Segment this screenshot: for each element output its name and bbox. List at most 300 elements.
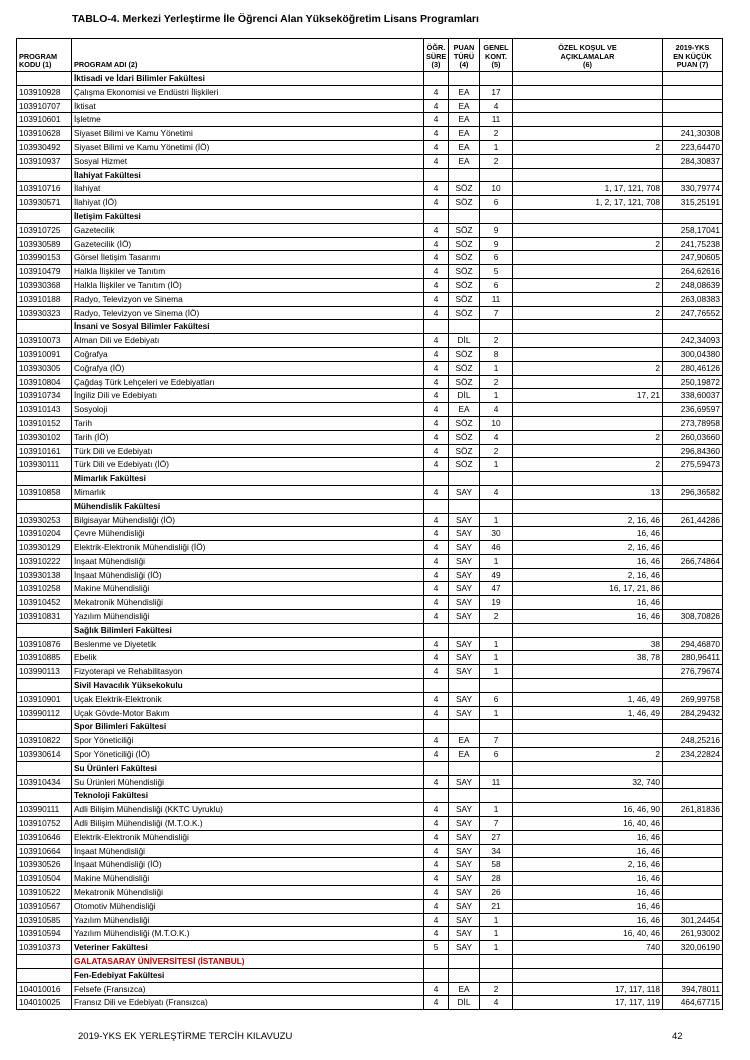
duration-cell: 4	[424, 375, 449, 389]
program-name-cell: Siyaset Bilimi ve Kamu Yönetimi (İÖ)	[72, 140, 424, 154]
table-row	[17, 803, 723, 817]
faculty-row	[17, 789, 723, 803]
conditions-cell: 2	[513, 748, 663, 762]
duration-cell: 4	[424, 154, 449, 168]
table-row	[17, 265, 723, 279]
score-type-cell: EA	[449, 140, 480, 154]
quota-cell: 6	[480, 692, 513, 706]
duration-cell: 4	[424, 513, 449, 527]
table-row	[17, 278, 723, 292]
min-score-cell: 261,93002	[663, 927, 723, 941]
program-name-cell: Radyo, Televizyon ve Sinema (İÖ)	[72, 306, 424, 320]
duration-cell: 4	[424, 899, 449, 913]
min-score-cell: 273,78958	[663, 416, 723, 430]
program-name-cell: Coğrafya	[72, 347, 424, 361]
score-type-cell	[449, 72, 480, 86]
table-row	[17, 306, 723, 320]
conditions-cell	[513, 665, 663, 679]
conditions-cell: 32, 740	[513, 775, 663, 789]
faculty-row	[17, 472, 723, 486]
score-type-cell: SÖZ	[449, 306, 480, 320]
score-type-cell: DİL	[449, 996, 480, 1010]
score-type-cell: EA	[449, 748, 480, 762]
min-score-cell	[663, 955, 723, 969]
program-name-cell: İnşaat Mühendisliği (İÖ)	[72, 568, 424, 582]
score-type-cell: SAY	[449, 568, 480, 582]
min-score-cell	[663, 541, 723, 555]
program-name-cell: Spor Bilimleri Fakültesi	[72, 720, 424, 734]
quota-cell: 10	[480, 182, 513, 196]
conditions-cell: 16, 46	[513, 596, 663, 610]
conditions-cell: 1, 2, 17, 121, 708	[513, 196, 663, 210]
conditions-cell	[513, 444, 663, 458]
program-name-cell: Fizyoterapi ve Rehabilitasyon	[72, 665, 424, 679]
score-type-cell: SÖZ	[449, 265, 480, 279]
program-name-cell: Mekatronik Mühendisliği	[72, 596, 424, 610]
conditions-cell	[513, 334, 663, 348]
table-row	[17, 375, 723, 389]
table-row	[17, 596, 723, 610]
program-name-cell: Sivil Havacılık Yüksekokulu	[72, 679, 424, 693]
header-line: ÖĞR.	[426, 43, 446, 53]
score-type-cell	[449, 789, 480, 803]
score-type-cell	[449, 623, 480, 637]
score-type-cell: SÖZ	[449, 361, 480, 375]
faculty-row	[17, 209, 723, 223]
duration-cell: 4	[424, 278, 449, 292]
header-line: PUAN	[453, 43, 475, 53]
conditions-cell: 2	[513, 361, 663, 375]
score-type-cell: EA	[449, 127, 480, 141]
min-score-cell: 263,08383	[663, 292, 723, 306]
min-score-cell: 320,06190	[663, 941, 723, 955]
program-code-cell: 103910188	[17, 292, 72, 306]
conditions-cell: 2, 16, 46	[513, 541, 663, 555]
duration-cell: 4	[424, 748, 449, 762]
program-code-cell: 103910831	[17, 610, 72, 624]
quota-cell	[480, 168, 513, 182]
duration-cell: 4	[424, 596, 449, 610]
conditions-cell	[513, 72, 663, 86]
min-score-cell: 260,03660	[663, 430, 723, 444]
min-score-cell: 280,96411	[663, 651, 723, 665]
score-type-cell: SÖZ	[449, 196, 480, 210]
score-type-cell: SÖZ	[449, 182, 480, 196]
score-type-cell: EA	[449, 85, 480, 99]
min-score-cell: 276,79674	[663, 665, 723, 679]
min-score-cell: 258,17041	[663, 223, 723, 237]
program-name-cell: İletişim Fakültesi	[72, 209, 424, 223]
score-type-cell: SAY	[449, 775, 480, 789]
header-program-code	[17, 39, 72, 72]
score-type-cell: SÖZ	[449, 375, 480, 389]
min-score-cell	[663, 623, 723, 637]
min-score-cell: 300,04380	[663, 347, 723, 361]
program-name-cell: Halkla İlişkiler ve Tanıtım (İÖ)	[72, 278, 424, 292]
score-type-cell: SÖZ	[449, 444, 480, 458]
score-type-cell: SAY	[449, 692, 480, 706]
header-program-name	[72, 39, 424, 72]
duration-cell: 4	[424, 99, 449, 113]
duration-cell	[424, 761, 449, 775]
program-code-cell: 103910804	[17, 375, 72, 389]
quota-cell: 4	[480, 996, 513, 1010]
table-row	[17, 830, 723, 844]
program-code-cell: 103910152	[17, 416, 72, 430]
program-code-cell: 103910258	[17, 582, 72, 596]
table-row	[17, 996, 723, 1010]
quota-cell: 26	[480, 886, 513, 900]
conditions-cell	[513, 499, 663, 513]
table-row	[17, 403, 723, 417]
quota-cell	[480, 789, 513, 803]
duration-cell: 4	[424, 568, 449, 582]
program-code-cell: 103910601	[17, 113, 72, 127]
program-name-cell: Yazılım Mühendisliği	[72, 913, 424, 927]
header-score-type	[449, 39, 480, 72]
min-score-cell	[663, 858, 723, 872]
quota-cell: 11	[480, 113, 513, 127]
program-code-cell: 103910594	[17, 927, 72, 941]
program-code-cell	[17, 968, 72, 982]
conditions-cell: 2, 16, 46	[513, 858, 663, 872]
table-row	[17, 554, 723, 568]
header-line: (3)	[431, 60, 441, 70]
quota-cell	[480, 499, 513, 513]
quota-cell: 4	[480, 403, 513, 417]
header-line: EN KÜÇÜK	[673, 51, 712, 61]
program-code-cell	[17, 955, 72, 969]
min-score-cell: 464,67715	[663, 996, 723, 1010]
header-line: TÜRÜ	[453, 51, 475, 61]
min-score-cell: 248,25216	[663, 734, 723, 748]
program-code-cell: 103910161	[17, 444, 72, 458]
program-code-cell	[17, 72, 72, 86]
program-code-cell	[17, 720, 72, 734]
duration-cell: 4	[424, 927, 449, 941]
program-code-cell	[17, 209, 72, 223]
program-code-cell: 103930614	[17, 748, 72, 762]
score-type-cell: SAY	[449, 830, 480, 844]
program-code-cell: 103910479	[17, 265, 72, 279]
quota-cell: 19	[480, 596, 513, 610]
min-score-cell: 241,30308	[663, 127, 723, 141]
min-score-cell	[663, 99, 723, 113]
duration-cell: 4	[424, 982, 449, 996]
conditions-cell: 1, 17, 121, 708	[513, 182, 663, 196]
duration-cell	[424, 968, 449, 982]
table-row	[17, 982, 723, 996]
min-score-cell	[663, 679, 723, 693]
duration-cell: 4	[424, 858, 449, 872]
program-code-cell: 103990153	[17, 251, 72, 265]
score-type-cell: SAY	[449, 610, 480, 624]
min-score-cell	[663, 968, 723, 982]
quota-cell: 49	[480, 568, 513, 582]
quota-cell: 1	[480, 554, 513, 568]
program-code-cell: 103930111	[17, 458, 72, 472]
program-code-cell: 103930571	[17, 196, 72, 210]
score-type-cell: SÖZ	[449, 430, 480, 444]
table-row	[17, 485, 723, 499]
min-score-cell: 275,59473	[663, 458, 723, 472]
program-name-cell: İnşaat Mühendisliği (İÖ)	[72, 858, 424, 872]
quota-cell: 7	[480, 306, 513, 320]
min-score-cell	[663, 85, 723, 99]
conditions-cell: 740	[513, 941, 663, 955]
header-line: PROGRAM ADI (2)	[74, 60, 138, 70]
program-name-cell: Tarih	[72, 416, 424, 430]
quota-cell: 4	[480, 99, 513, 113]
program-name-cell: Fen-Edebiyat Fakültesi	[72, 968, 424, 982]
program-name-cell: İngiliz Dili ve Edebiyatı	[72, 389, 424, 403]
conditions-cell: 1, 46, 49	[513, 706, 663, 720]
quota-cell: 10	[480, 416, 513, 430]
program-code-cell: 103910373	[17, 941, 72, 955]
duration-cell: 4	[424, 996, 449, 1010]
duration-cell: 4	[424, 775, 449, 789]
table-row	[17, 748, 723, 762]
quota-cell: 1	[480, 665, 513, 679]
faculty-row	[17, 679, 723, 693]
conditions-cell	[513, 127, 663, 141]
quota-cell: 1	[480, 361, 513, 375]
duration-cell: 4	[424, 803, 449, 817]
min-score-cell	[663, 527, 723, 541]
program-code-cell: 103930102	[17, 430, 72, 444]
table-row	[17, 582, 723, 596]
program-code-cell	[17, 320, 72, 334]
conditions-cell: 17, 117, 119	[513, 996, 663, 1010]
program-name-cell: Çağdaş Türk Lehçeleri ve Edebiyatları	[72, 375, 424, 389]
conditions-cell: 38, 78	[513, 651, 663, 665]
duration-cell: 4	[424, 265, 449, 279]
quota-cell: 2	[480, 444, 513, 458]
program-code-cell: 103930129	[17, 541, 72, 555]
program-name-cell: İlahiyat (İÖ)	[72, 196, 424, 210]
quota-cell: 6	[480, 251, 513, 265]
program-code-cell: 103910928	[17, 85, 72, 99]
program-name-cell: İşletme	[72, 113, 424, 127]
quota-cell: 9	[480, 237, 513, 251]
program-name-cell: Mimarlık Fakültesi	[72, 472, 424, 486]
min-score-cell	[663, 817, 723, 831]
min-score-cell	[663, 775, 723, 789]
score-type-cell: SAY	[449, 858, 480, 872]
conditions-cell: 17, 21	[513, 389, 663, 403]
conditions-cell	[513, 154, 663, 168]
duration-cell: 4	[424, 347, 449, 361]
min-score-cell	[663, 72, 723, 86]
table-row	[17, 85, 723, 99]
program-code-cell: 103910585	[17, 913, 72, 927]
score-type-cell: SAY	[449, 596, 480, 610]
program-code-cell	[17, 789, 72, 803]
conditions-cell	[513, 209, 663, 223]
conditions-cell	[513, 761, 663, 775]
min-score-cell	[663, 872, 723, 886]
program-code-cell: 103910204	[17, 527, 72, 541]
duration-cell: 4	[424, 830, 449, 844]
program-name-cell: Mimarlık	[72, 485, 424, 499]
program-code-cell: 104010016	[17, 982, 72, 996]
program-code-cell: 103910901	[17, 692, 72, 706]
min-score-cell	[663, 761, 723, 775]
duration-cell	[424, 955, 449, 969]
conditions-cell	[513, 265, 663, 279]
quota-cell	[480, 209, 513, 223]
quota-cell: 1	[480, 389, 513, 403]
program-code-cell	[17, 472, 72, 486]
table-row	[17, 886, 723, 900]
score-type-cell: SAY	[449, 817, 480, 831]
quota-cell: 46	[480, 541, 513, 555]
duration-cell	[424, 720, 449, 734]
quota-cell	[480, 968, 513, 982]
table-row	[17, 692, 723, 706]
table-row	[17, 430, 723, 444]
min-score-cell	[663, 499, 723, 513]
duration-cell: 4	[424, 554, 449, 568]
min-score-cell	[663, 472, 723, 486]
min-score-cell: 241,75238	[663, 237, 723, 251]
score-type-cell	[449, 320, 480, 334]
quota-cell: 7	[480, 734, 513, 748]
header-line: 2019-YKS	[675, 43, 710, 53]
duration-cell	[424, 209, 449, 223]
table-row	[17, 775, 723, 789]
header-line: PUAN (7)	[676, 60, 709, 70]
program-code-cell: 103910522	[17, 886, 72, 900]
duration-cell: 4	[424, 485, 449, 499]
quota-cell: 1	[480, 803, 513, 817]
conditions-cell: 2	[513, 458, 663, 472]
program-name-cell: Tarih (İÖ)	[72, 430, 424, 444]
table-row	[17, 99, 723, 113]
quota-cell: 6	[480, 196, 513, 210]
duration-cell: 4	[424, 223, 449, 237]
conditions-cell	[513, 320, 663, 334]
program-name-cell: Radyo, Televizyon ve Sinema	[72, 292, 424, 306]
score-type-cell: SAY	[449, 527, 480, 541]
min-score-cell: 234,22824	[663, 748, 723, 762]
quota-cell: 2	[480, 127, 513, 141]
quota-cell	[480, 623, 513, 637]
conditions-cell	[513, 679, 663, 693]
program-name-cell: Spor Yöneticiliği	[72, 734, 424, 748]
conditions-cell	[513, 955, 663, 969]
program-code-cell: 103910091	[17, 347, 72, 361]
score-type-cell: SÖZ	[449, 416, 480, 430]
duration-cell: 4	[424, 872, 449, 886]
quota-cell: 2	[480, 375, 513, 389]
min-score-cell: 223,64470	[663, 140, 723, 154]
table-row	[17, 734, 723, 748]
conditions-cell	[513, 251, 663, 265]
table-row	[17, 913, 723, 927]
score-type-cell: DİL	[449, 334, 480, 348]
score-type-cell	[449, 761, 480, 775]
quota-cell: 9	[480, 223, 513, 237]
duration-cell: 4	[424, 913, 449, 927]
program-code-cell: 103910073	[17, 334, 72, 348]
duration-cell: 4	[424, 361, 449, 375]
table-row	[17, 899, 723, 913]
table-row	[17, 541, 723, 555]
conditions-cell: 16, 46, 90	[513, 803, 663, 817]
program-code-cell: 103910885	[17, 651, 72, 665]
score-type-cell: SÖZ	[449, 292, 480, 306]
conditions-cell: 16, 46	[513, 899, 663, 913]
conditions-cell	[513, 292, 663, 306]
min-score-cell	[663, 209, 723, 223]
table-row	[17, 113, 723, 127]
quota-cell: 30	[480, 527, 513, 541]
min-score-cell	[663, 568, 723, 582]
conditions-cell: 16, 46	[513, 527, 663, 541]
program-name-cell: Siyaset Bilimi ve Kamu Yönetimi	[72, 127, 424, 141]
table-row	[17, 527, 723, 541]
program-name-cell: Görsel İletişim Tasarımı	[72, 251, 424, 265]
faculty-row	[17, 623, 723, 637]
table-row	[17, 361, 723, 375]
table-row	[17, 196, 723, 210]
duration-cell: 4	[424, 389, 449, 403]
score-type-cell: SAY	[449, 844, 480, 858]
table-row	[17, 140, 723, 154]
min-score-cell: 236,69597	[663, 403, 723, 417]
program-name-cell: Elektrik-Elektronik Mühendisliği (İÖ)	[72, 541, 424, 555]
program-name-cell: İnsani ve Sosyal Bilimler Fakültesi	[72, 320, 424, 334]
header-line: KONT.	[485, 51, 507, 61]
quota-cell	[480, 679, 513, 693]
score-type-cell	[449, 168, 480, 182]
min-score-cell	[663, 596, 723, 610]
conditions-cell: 16, 40, 46	[513, 817, 663, 831]
program-name-cell: Çalışma Ekonomisi ve Endüstri İlişkileri	[72, 85, 424, 99]
duration-cell: 4	[424, 251, 449, 265]
program-code-cell: 103930138	[17, 568, 72, 582]
header-line: (4)	[459, 60, 469, 70]
header-special-conditions	[513, 39, 663, 72]
table-row	[17, 651, 723, 665]
quota-cell: 1	[480, 458, 513, 472]
program-name-cell: Su Ürünleri Fakültesi	[72, 761, 424, 775]
score-type-cell: SAY	[449, 637, 480, 651]
program-name-cell: Halkla İlişkiler ve Tanıtım	[72, 265, 424, 279]
quota-cell: 1	[480, 140, 513, 154]
program-code-cell: 103990113	[17, 665, 72, 679]
program-code-cell: 103990111	[17, 803, 72, 817]
quota-cell: 58	[480, 858, 513, 872]
score-type-cell	[449, 499, 480, 513]
score-type-cell: SAY	[449, 665, 480, 679]
page-title: TABLO-4. Merkezi Yerleştirme İle Öğrenci Alan Yükseköğretim Lisans Programları	[72, 13, 479, 25]
program-name-cell: Alman Dili ve Edebiyatı	[72, 334, 424, 348]
score-type-cell	[449, 472, 480, 486]
header-line: SÜRE	[426, 51, 447, 61]
program-name-cell: Gazetecilik	[72, 223, 424, 237]
header-line: PROGRAM	[19, 51, 58, 61]
program-name-cell: Gazetecilik (İÖ)	[72, 237, 424, 251]
header-line: GENEL	[483, 43, 509, 53]
program-code-cell: 103910937	[17, 154, 72, 168]
min-score-cell: 264,62616	[663, 265, 723, 279]
program-code-cell: 103910452	[17, 596, 72, 610]
duration-cell: 4	[424, 637, 449, 651]
program-name-cell: İnşaat Mühendisliği	[72, 554, 424, 568]
quota-cell	[480, 320, 513, 334]
